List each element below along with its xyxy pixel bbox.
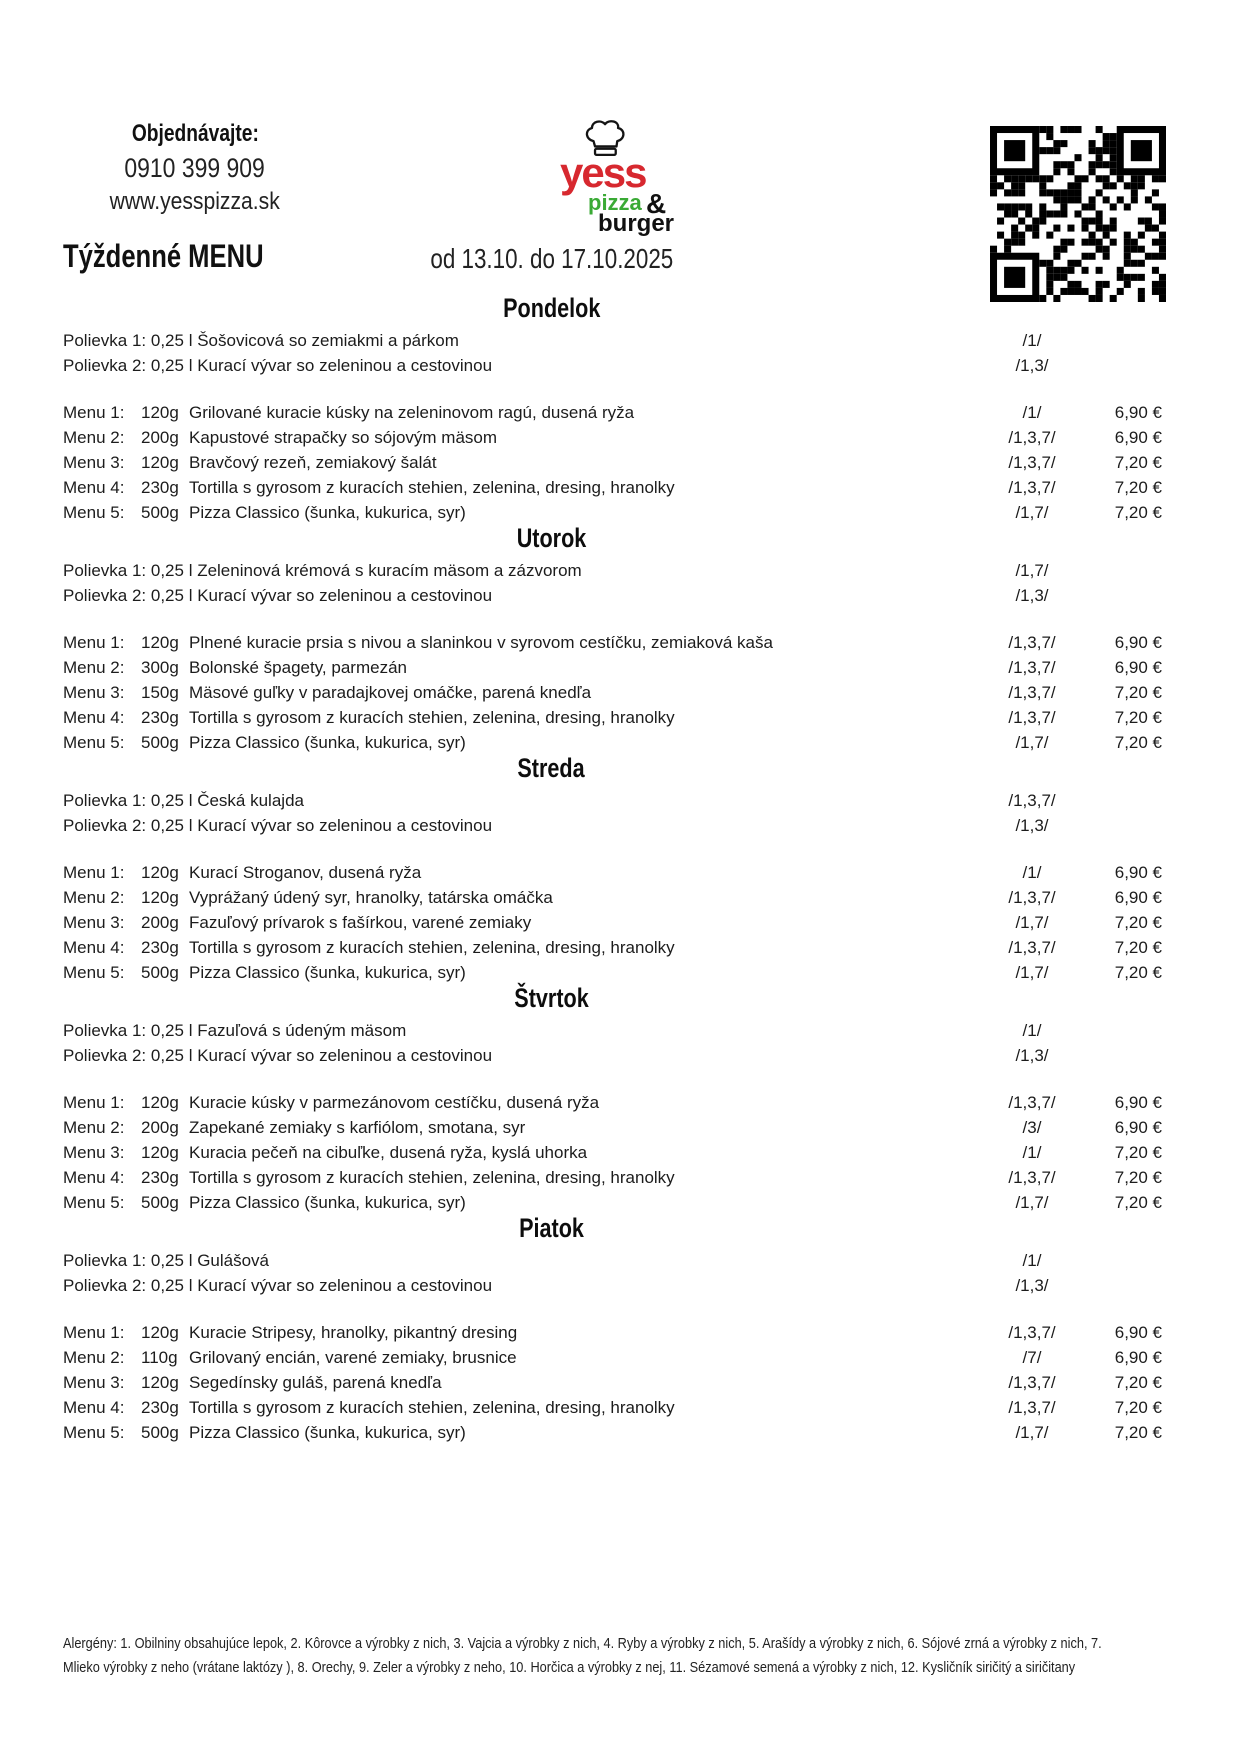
phone-number bbox=[75, 150, 315, 186]
day-heading bbox=[63, 982, 1040, 1015]
soup-row bbox=[63, 353, 1162, 378]
menu-description: Pizza Classico (šunka, kukurica, syr) bbox=[189, 1193, 466, 1212]
menu-label: Menu 1: bbox=[63, 403, 125, 422]
menu-price: 7,20 € bbox=[1114, 1143, 1162, 1162]
day-section-4 bbox=[63, 1212, 1162, 1442]
contact-block bbox=[75, 118, 315, 218]
soup-row bbox=[63, 1018, 1162, 1043]
menu-weight: 500g bbox=[141, 1193, 179, 1212]
menu-row bbox=[63, 1115, 1162, 1140]
soup-allergens: /1,3/ bbox=[1015, 356, 1049, 375]
menu-weight: 200g bbox=[141, 1118, 179, 1137]
menu-label: Menu 2: bbox=[63, 1348, 125, 1367]
logo-yess: yess bbox=[560, 149, 646, 196]
menu-row bbox=[63, 630, 1162, 655]
soup-row bbox=[63, 813, 1162, 838]
soup-description: Polievka 2: 0,25 l Kurací vývar so zeleninou a cestovinou bbox=[63, 586, 493, 605]
soup-row bbox=[63, 1248, 1162, 1273]
soup-description: Polievka 1: 0,25 l Zeleninová krémová s kuracím mäsom a zázvorom bbox=[63, 561, 582, 580]
menu-weight: 230g bbox=[141, 938, 179, 957]
menu-row bbox=[63, 400, 1162, 425]
menu-weight: 120g bbox=[141, 1093, 179, 1112]
soup-price bbox=[1078, 1043, 1162, 1068]
menu-description: Tortilla s gyrosom z kuracích stehien, zelenina, dresing, hranolky bbox=[189, 478, 675, 497]
menu-price: 7,20 € bbox=[1114, 1193, 1162, 1212]
menu-allergens: /1,3,7/ bbox=[1008, 708, 1056, 727]
menu-weight: 500g bbox=[141, 1423, 179, 1442]
menu-allergens: /1,7/ bbox=[1015, 503, 1049, 522]
menu-weight: 120g bbox=[141, 453, 179, 472]
menu-row bbox=[63, 425, 1162, 450]
menu-allergens: /1,7/ bbox=[1015, 1423, 1049, 1442]
soup-description: Polievka 2: 0,25 l Kurací vývar so zeleninou a cestovinou bbox=[63, 1046, 493, 1065]
menu-allergens: /1,3,7/ bbox=[1008, 658, 1056, 677]
menu-label: Menu 2: bbox=[63, 888, 125, 907]
soup-description: Polievka 1: 0,25 l Šošovicová so zemiakmi a párkom bbox=[63, 331, 459, 350]
menu-description: Kuracie kúsky v parmezánovom cestíčku, dusená ryža bbox=[189, 1093, 600, 1112]
menu-description: Pizza Classico (šunka, kukurica, syr) bbox=[189, 963, 466, 982]
menu-price: 7,20 € bbox=[1114, 1373, 1162, 1392]
page-title-text: Týždenné MENU bbox=[63, 238, 264, 274]
menu-row bbox=[63, 910, 1162, 935]
soup-allergens: /1/ bbox=[1022, 1251, 1042, 1270]
soup-row bbox=[63, 1273, 1162, 1298]
menu-price: 7,20 € bbox=[1114, 503, 1162, 522]
soup-price bbox=[1078, 558, 1162, 583]
menu-allergens: /1/ bbox=[1022, 403, 1042, 422]
menu-price: 7,20 € bbox=[1114, 708, 1162, 727]
menu-price: 7,20 € bbox=[1114, 1398, 1162, 1417]
qr-code bbox=[990, 126, 1166, 302]
menu-label: Menu 4: bbox=[63, 1398, 125, 1417]
menu-row bbox=[63, 1190, 1162, 1215]
menu-label: Menu 5: bbox=[63, 1193, 125, 1212]
menu-price: 6,90 € bbox=[1114, 658, 1162, 677]
soup-price bbox=[1078, 813, 1162, 838]
menu-allergens: /1,3,7/ bbox=[1008, 938, 1056, 957]
menu-allergens: /3/ bbox=[1022, 1118, 1042, 1137]
menu-row bbox=[63, 1420, 1162, 1445]
menu-allergens: /1,3,7/ bbox=[1008, 453, 1056, 472]
menu-label: Menu 3: bbox=[63, 683, 125, 702]
menu-row bbox=[63, 935, 1162, 960]
menu-allergens: /1,3,7/ bbox=[1008, 888, 1056, 907]
menu-label: Menu 1: bbox=[63, 633, 125, 652]
menu-allergens: /7/ bbox=[1022, 1348, 1042, 1367]
menu-allergens: /1/ bbox=[1022, 863, 1042, 882]
menu-description: Kuracia pečeň na cibuľke, dusená ryža, kyslá uhorka bbox=[189, 1143, 588, 1162]
menu-price: 6,90 € bbox=[1114, 1093, 1162, 1112]
soup-allergens: /1,3/ bbox=[1015, 1046, 1049, 1065]
menu-weight: 230g bbox=[141, 1168, 179, 1187]
soup-description: Polievka 2: 0,25 l Kurací vývar so zeleninou a cestovinou bbox=[63, 1276, 493, 1295]
menu-description: Tortilla s gyrosom z kuracích stehien, zelenina, dresing, hranolky bbox=[189, 1168, 675, 1187]
logo bbox=[558, 116, 698, 251]
soup-allergens: /1,3,7/ bbox=[1008, 791, 1056, 810]
menu-allergens: /1,3,7/ bbox=[1008, 1398, 1056, 1417]
menu-row bbox=[63, 450, 1162, 475]
menu-price: 7,20 € bbox=[1114, 453, 1162, 472]
menu-description: Kurací Stroganov, dusená ryža bbox=[189, 863, 422, 882]
menu-price: 6,90 € bbox=[1114, 863, 1162, 882]
menu-description: Kuracie Stripesy, hranolky, pikantný dresing bbox=[189, 1323, 518, 1342]
soup-row bbox=[63, 558, 1162, 583]
soup-price bbox=[1078, 1018, 1162, 1043]
day-name: Utorok bbox=[516, 523, 587, 553]
menu-price: 7,20 € bbox=[1114, 733, 1162, 752]
menu-price: 7,20 € bbox=[1114, 938, 1162, 957]
menu-description: Grilované kuracie kúsky na zeleninovom ragú, dusená ryža bbox=[189, 403, 635, 422]
menu-label: Menu 1: bbox=[63, 1093, 125, 1112]
menu-label: Menu 3: bbox=[63, 1373, 125, 1392]
menu-row bbox=[63, 730, 1162, 755]
day-name: Streda bbox=[517, 753, 586, 783]
soup-description: Polievka 1: 0,25 l Fazuľová s údeným mäsom bbox=[63, 1021, 407, 1040]
menu-label: Menu 3: bbox=[63, 453, 125, 472]
menu-allergens: /1,3,7/ bbox=[1008, 478, 1056, 497]
menu-label: Menu 3: bbox=[63, 913, 125, 932]
menu-price: 7,20 € bbox=[1114, 683, 1162, 702]
menu-allergens: /1,7/ bbox=[1015, 1193, 1049, 1212]
menu-price: 7,20 € bbox=[1114, 1168, 1162, 1187]
allergens-footnote-line2 bbox=[63, 1656, 1193, 1680]
menu-row bbox=[63, 1165, 1162, 1190]
menu-allergens: /1,3,7/ bbox=[1008, 1093, 1056, 1112]
menu-allergens: /1/ bbox=[1022, 1143, 1042, 1162]
soup-price bbox=[1078, 353, 1162, 378]
menu-weight: 230g bbox=[141, 1398, 179, 1417]
menu-label: Menu 3: bbox=[63, 1143, 125, 1162]
soup-allergens: /1/ bbox=[1022, 331, 1042, 350]
menu-weight: 110g bbox=[141, 1348, 178, 1367]
menu-weight: 150g bbox=[141, 683, 179, 702]
soup-row bbox=[63, 1043, 1162, 1068]
menu-row bbox=[63, 1370, 1162, 1395]
menu-price: 7,20 € bbox=[1114, 913, 1162, 932]
menu-weight: 120g bbox=[141, 1373, 179, 1392]
menu-label: Menu 4: bbox=[63, 708, 125, 727]
day-heading bbox=[63, 292, 1040, 325]
soup-row bbox=[63, 583, 1162, 608]
soup-price bbox=[1078, 1248, 1162, 1273]
soup-allergens: /1,3/ bbox=[1015, 586, 1049, 605]
menu-description: Tortilla s gyrosom z kuracích stehien, zelenina, dresing, hranolky bbox=[189, 938, 675, 957]
menu-price: 7,20 € bbox=[1114, 478, 1162, 497]
menu-allergens: /1,3,7/ bbox=[1008, 1168, 1056, 1187]
menu-label: Menu 4: bbox=[63, 938, 125, 957]
soup-description: Polievka 2: 0,25 l Kurací vývar so zeleninou a cestovinou bbox=[63, 356, 493, 375]
menu-row bbox=[63, 680, 1162, 705]
soup-allergens: /1,3/ bbox=[1015, 1276, 1049, 1295]
soup-description: Polievka 1: 0,25 l Česká kulajda bbox=[63, 791, 304, 810]
menu-label: Menu 4: bbox=[63, 478, 125, 497]
menu-label: Menu 5: bbox=[63, 733, 125, 752]
menu-weight: 500g bbox=[141, 733, 179, 752]
menu-description: Mäsové guľky v paradajkovej omáčke, parená knedľa bbox=[189, 683, 592, 702]
day-section-1 bbox=[63, 522, 1162, 752]
menu-row bbox=[63, 1345, 1162, 1370]
menu-row bbox=[63, 1395, 1162, 1420]
menu-label: Menu 4: bbox=[63, 1168, 125, 1187]
website-url bbox=[75, 186, 315, 218]
menu-row bbox=[63, 960, 1162, 985]
soup-price bbox=[1078, 1273, 1162, 1298]
menu-description: Kapustové strapačky so sójovým mäsom bbox=[189, 428, 498, 447]
day-section-0 bbox=[63, 292, 1162, 522]
menu-description: Pizza Classico (šunka, kukurica, syr) bbox=[189, 733, 466, 752]
soup-price bbox=[1078, 583, 1162, 608]
menu-label: Menu 2: bbox=[63, 658, 125, 677]
phone-number-text: 0910 399 909 bbox=[124, 153, 266, 183]
menu-allergens: /1,7/ bbox=[1015, 733, 1049, 752]
menu-description: Segedínsky guláš, parená knedľa bbox=[189, 1373, 442, 1392]
menu-allergens: /1,3,7/ bbox=[1008, 1323, 1056, 1342]
menu-price: 6,90 € bbox=[1114, 1118, 1162, 1137]
menu-allergens: /1,3,7/ bbox=[1008, 633, 1056, 652]
menu-price: 6,90 € bbox=[1114, 428, 1162, 447]
day-name: Pondelok bbox=[502, 293, 601, 323]
menu-weight: 120g bbox=[141, 403, 179, 422]
menu-days bbox=[63, 292, 1162, 1442]
menu-label: Menu 5: bbox=[63, 503, 125, 522]
day-section-3 bbox=[63, 982, 1162, 1212]
menu-row bbox=[63, 1320, 1162, 1345]
menu-allergens: /1,7/ bbox=[1015, 963, 1049, 982]
menu-description: Zapekané zemiaky s karfiólom, smotana, syr bbox=[189, 1118, 526, 1137]
menu-allergens: /1,3,7/ bbox=[1008, 683, 1056, 702]
day-name: Piatok bbox=[519, 1213, 584, 1243]
menu-weight: 200g bbox=[141, 428, 179, 447]
order-label-text: Objednávajte: bbox=[131, 120, 259, 147]
section-spacer bbox=[63, 1298, 1162, 1320]
menu-description: Tortilla s gyrosom z kuracích stehien, zelenina, dresing, hranolky bbox=[189, 708, 675, 727]
page-title bbox=[63, 238, 314, 274]
menu-weight: 120g bbox=[141, 1323, 179, 1342]
menu-row bbox=[63, 860, 1162, 885]
menu-description: Plnené kuracie prsia s nivou a slaninkou v syrovom cestíčku, zemiaková kaša bbox=[189, 633, 773, 652]
menu-allergens: /1,3,7/ bbox=[1008, 428, 1056, 447]
section-spacer bbox=[63, 608, 1162, 630]
menu-label: Menu 1: bbox=[63, 1323, 125, 1342]
day-section-2 bbox=[63, 752, 1162, 982]
menu-weight: 230g bbox=[141, 708, 179, 727]
menu-weight: 500g bbox=[141, 503, 179, 522]
allergens-footnote bbox=[63, 1632, 1193, 1680]
order-label bbox=[75, 118, 315, 150]
menu-row bbox=[63, 705, 1162, 730]
menu-row bbox=[63, 500, 1162, 525]
soup-description: Polievka 2: 0,25 l Kurací vývar so zeleninou a cestovinou bbox=[63, 816, 493, 835]
logo-burger: burger bbox=[598, 210, 675, 237]
menu-label: Menu 5: bbox=[63, 1423, 125, 1442]
allergens-footnote-text1: Alergény: 1. Obilniny obsahujúce lepok, 2. Kôrovce a výrobky z nich, 3. Vajcia a výrobky z nich, 4. Ryby a výrobky z nich, 5. Arašídy a výrobky z nich, 6. Sójové zrná a výrobky z nich, 7. bbox=[63, 1635, 1102, 1652]
menu-weight: 120g bbox=[141, 863, 179, 882]
menu-description: Bravčový rezeň, zemiakový šalát bbox=[189, 453, 437, 472]
menu-row bbox=[63, 1090, 1162, 1115]
section-spacer bbox=[63, 378, 1162, 400]
soup-row bbox=[63, 328, 1162, 353]
day-name: Štvrtok bbox=[514, 983, 589, 1013]
menu-description: Vyprážaný údený syr, hranolky, tatárska omáčka bbox=[189, 888, 553, 907]
menu-allergens: /1,7/ bbox=[1015, 913, 1049, 932]
menu-weight: 120g bbox=[141, 888, 179, 907]
menu-weight: 300g bbox=[141, 658, 179, 677]
menu-weight: 120g bbox=[141, 1143, 179, 1162]
menu-description: Pizza Classico (šunka, kukurica, syr) bbox=[189, 1423, 466, 1442]
soup-allergens: /1/ bbox=[1022, 1021, 1042, 1040]
menu-label: Menu 2: bbox=[63, 428, 125, 447]
section-spacer bbox=[63, 1068, 1162, 1090]
menu-price: 7,20 € bbox=[1114, 963, 1162, 982]
menu-weight: 500g bbox=[141, 963, 179, 982]
menu-description: Bolonské špagety, parmezán bbox=[189, 658, 407, 677]
website-url-text: www.yesspizza.sk bbox=[109, 188, 281, 215]
menu-row bbox=[63, 475, 1162, 500]
soup-row bbox=[63, 788, 1162, 813]
menu-description: Tortilla s gyrosom z kuracích stehien, zelenina, dresing, hranolky bbox=[189, 1398, 675, 1417]
menu-label: Menu 5: bbox=[63, 963, 125, 982]
menu-weight: 200g bbox=[141, 913, 179, 932]
day-heading bbox=[63, 1212, 1040, 1245]
menu-label: Menu 1: bbox=[63, 863, 125, 882]
soup-price bbox=[1078, 788, 1162, 813]
day-heading bbox=[63, 752, 1040, 785]
soup-price bbox=[1078, 328, 1162, 353]
menu-description: Fazuľový prívarok s fašírkou, varené zemiaky bbox=[189, 913, 532, 932]
menu-price: 6,90 € bbox=[1114, 403, 1162, 422]
allergens-footnote-line1 bbox=[63, 1632, 1193, 1656]
menu-row bbox=[63, 885, 1162, 910]
menu-row bbox=[63, 1140, 1162, 1165]
menu-label: Menu 2: bbox=[63, 1118, 125, 1137]
logo-pizza: pizza bbox=[588, 190, 642, 215]
menu-row bbox=[63, 655, 1162, 680]
allergens-footnote-text2: Mlieko výrobky z neho (vrátane laktózy ), 8. Orechy, 9. Zeler a výrobky z neho, 10. Horčica a výrobky z nej, 11. Sézamové semená a výrobky z nich, 12. Kysličník siričitý a siričitany bbox=[63, 1659, 1076, 1676]
menu-description: Grilovaný encián, varené zemiaky, brusnice bbox=[189, 1348, 517, 1367]
menu-price: 6,90 € bbox=[1114, 1348, 1162, 1367]
menu-weight: 230g bbox=[141, 478, 179, 497]
date-range-text: od 13.10. do 17.10.2025 bbox=[430, 243, 674, 274]
menu-price: 6,90 € bbox=[1114, 888, 1162, 907]
soup-allergens: /1,7/ bbox=[1015, 561, 1049, 580]
menu-price: 6,90 € bbox=[1114, 633, 1162, 652]
menu-weight: 120g bbox=[141, 633, 179, 652]
day-heading bbox=[63, 522, 1040, 555]
date-range bbox=[300, 242, 804, 276]
menu-description: Pizza Classico (šunka, kukurica, syr) bbox=[189, 503, 466, 522]
section-spacer bbox=[63, 838, 1162, 860]
menu-price: 7,20 € bbox=[1114, 1423, 1162, 1442]
menu-allergens: /1,3,7/ bbox=[1008, 1373, 1056, 1392]
soup-allergens: /1,3/ bbox=[1015, 816, 1049, 835]
logo-ampersand: & bbox=[646, 188, 667, 219]
menu-price: 6,90 € bbox=[1114, 1323, 1162, 1342]
soup-description: Polievka 1: 0,25 l Gulášová bbox=[63, 1251, 270, 1270]
